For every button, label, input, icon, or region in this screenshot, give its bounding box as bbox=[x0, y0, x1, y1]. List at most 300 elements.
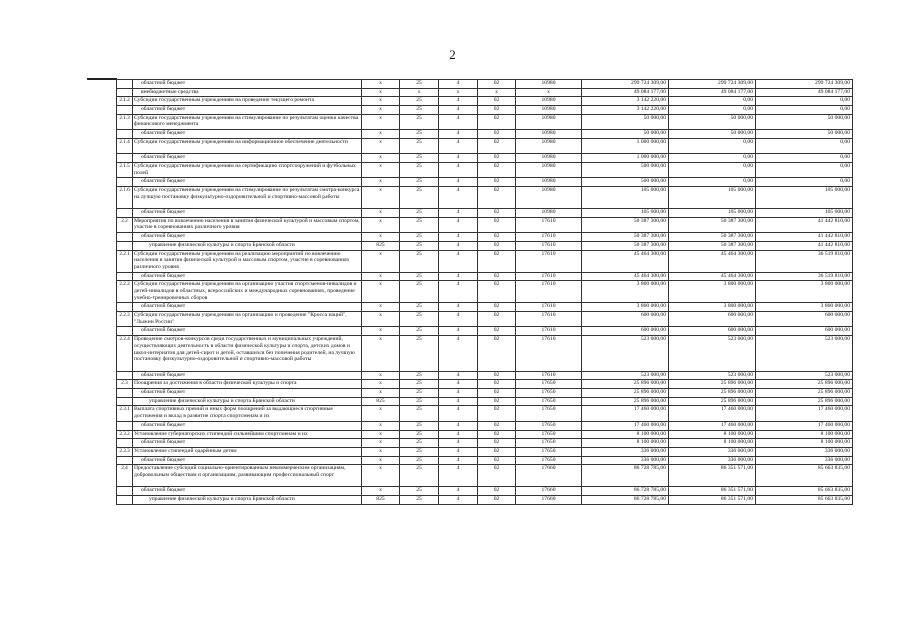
cell-expense-code: 17650 bbox=[516, 430, 582, 439]
cell-description: областной бюджет bbox=[133, 487, 362, 496]
cell-amount-year1: 8 100 000,00 bbox=[582, 439, 669, 448]
cell-item-number bbox=[117, 130, 133, 139]
cell-amount-year1: 50 387 300,00 bbox=[582, 217, 669, 232]
cell-program-code: 25 bbox=[400, 389, 439, 398]
cell-section-code: 02 bbox=[478, 389, 516, 398]
cell-program-code: 25 bbox=[400, 380, 439, 389]
cell-section-code: 02 bbox=[478, 430, 516, 439]
cell-section-code: 02 bbox=[478, 217, 516, 232]
cell-item-number bbox=[117, 209, 133, 218]
table-row bbox=[117, 250, 853, 272]
cell-description: Поощрения за достижения в области физической культуры и спорта bbox=[133, 380, 362, 389]
cell-item-number bbox=[117, 303, 133, 312]
cell-amount-year1: 336 000,00 bbox=[582, 447, 669, 456]
cell-program-code: x bbox=[400, 88, 439, 97]
cell-section-code: 02 bbox=[478, 272, 516, 281]
cell-item-number bbox=[117, 389, 133, 398]
cell-expense-code: 17610 bbox=[516, 272, 582, 281]
table-row bbox=[117, 456, 853, 465]
cell-description: областной бюджет bbox=[133, 389, 362, 398]
cell-admin-code: x bbox=[362, 233, 400, 242]
cell-item-number: 2.1.6 bbox=[117, 186, 133, 208]
cell-section-code: 02 bbox=[478, 162, 516, 177]
cell-admin-code: 825 bbox=[362, 397, 400, 406]
cell-expense-code: 17660 bbox=[516, 496, 582, 505]
table-row bbox=[117, 138, 853, 153]
cell-program-code: 25 bbox=[400, 312, 439, 327]
cell-description: областной бюджет bbox=[133, 130, 362, 139]
cell-program-code: 25 bbox=[400, 138, 439, 153]
cell-subprogram-code: 4 bbox=[439, 233, 478, 242]
cell-expense-code: 17660 bbox=[516, 487, 582, 496]
cell-amount-year1: 600 000,00 bbox=[582, 327, 669, 336]
cell-subprogram-code: 4 bbox=[439, 281, 478, 303]
cell-amount-year2: 50 387 300,00 bbox=[669, 233, 756, 242]
cell-expense-code: 17650 bbox=[516, 439, 582, 448]
cell-amount-year3: 523 000,00 bbox=[756, 371, 853, 380]
cell-admin-code: x bbox=[362, 421, 400, 430]
cell-amount-year1: 17 460 000,00 bbox=[582, 406, 669, 421]
cell-amount-year2: 49 084 177,00 bbox=[669, 88, 756, 97]
cell-amount-year3: 8 100 000,00 bbox=[756, 430, 853, 439]
cell-admin-code: x bbox=[362, 281, 400, 303]
cell-section-code: 02 bbox=[478, 138, 516, 153]
table-row bbox=[117, 397, 853, 406]
cell-amount-year1: 25 896 000,00 bbox=[582, 397, 669, 406]
cell-item-number bbox=[117, 178, 133, 187]
cell-section-code: 02 bbox=[478, 106, 516, 115]
cell-admin-code: x bbox=[362, 162, 400, 177]
cell-amount-year2: 600 000,00 bbox=[669, 327, 756, 336]
cell-amount-year3: 41 442 810,00 bbox=[756, 217, 853, 232]
cell-item-number bbox=[117, 487, 133, 496]
table-row bbox=[117, 336, 853, 372]
cell-description: Выплата спортивных премий и иных форм поощрений за выдающиеся спортивные достижения и вклад в развитие спорта спортсменам и их bbox=[133, 406, 362, 421]
cell-description: Субсидии государственным учреждениям на сертификацию спортсооружений и футбольных полей bbox=[133, 162, 362, 177]
cell-amount-year3: 0,00 bbox=[756, 97, 853, 106]
cell-description: Проведение смотров-конкурсов среди государственных и муниципальных учреждений, осуществляющих деятельность в области физической культуры и спорта, детских домов и школ-интернатов для детей-сирот и детей, оставшихся без попечения родителей, на лучшую постановку физкультурно-оздоровительной и спортивно-массовой работы bbox=[133, 336, 362, 372]
cell-program-code: 25 bbox=[400, 114, 439, 129]
cell-subprogram-code: 4 bbox=[439, 465, 478, 487]
cell-subprogram-code: 4 bbox=[439, 421, 478, 430]
cell-amount-year2: 523 000,00 bbox=[669, 336, 756, 372]
cell-amount-year1: 105 000,00 bbox=[582, 209, 669, 218]
cell-amount-year1: 50 000,00 bbox=[582, 130, 669, 139]
table-row bbox=[117, 186, 853, 208]
table-row bbox=[117, 80, 853, 89]
cell-description: внебюджетные средства bbox=[133, 88, 362, 97]
cell-expense-code: 10980 bbox=[516, 138, 582, 153]
cell-amount-year1: 3 142 220,00 bbox=[582, 106, 669, 115]
cell-amount-year1: 45 464 300,00 bbox=[582, 250, 669, 272]
cell-amount-year2: 523 000,00 bbox=[669, 371, 756, 380]
cell-amount-year3: 25 896 000,00 bbox=[756, 389, 853, 398]
cell-amount-year1: 299 724 309,00 bbox=[582, 80, 669, 89]
table-row bbox=[117, 421, 853, 430]
cell-program-code: 25 bbox=[400, 217, 439, 232]
cell-admin-code: x bbox=[362, 88, 400, 97]
cell-amount-year2: 0,00 bbox=[669, 178, 756, 187]
cell-item-number: 2.3.1 bbox=[117, 406, 133, 421]
cell-amount-year3: 336 000,00 bbox=[756, 447, 853, 456]
cell-description: Субсидии государственным учреждениям на стимулирование по результатам смотра-конкурса на лучшую постановку физкультурно-оздоровительной и спортивно-массовой работы bbox=[133, 186, 362, 208]
cell-amount-year2: 25 896 000,00 bbox=[669, 389, 756, 398]
cell-item-number: 2.1.3 bbox=[117, 114, 133, 129]
cell-amount-year3: 0,00 bbox=[756, 178, 853, 187]
cell-subprogram-code: 4 bbox=[439, 130, 478, 139]
cell-item-number bbox=[117, 241, 133, 250]
cell-amount-year2: 336 000,00 bbox=[669, 456, 756, 465]
cell-amount-year1: 86 728 785,00 bbox=[582, 496, 669, 505]
cell-subprogram-code: 4 bbox=[439, 186, 478, 208]
cell-admin-code: x bbox=[362, 250, 400, 272]
cell-admin-code: x bbox=[362, 371, 400, 380]
cell-program-code: 25 bbox=[400, 178, 439, 187]
cell-expense-code: 17610 bbox=[516, 312, 582, 327]
cell-amount-year1: 3 142 220,00 bbox=[582, 97, 669, 106]
cell-section-code: 02 bbox=[478, 303, 516, 312]
cell-amount-year3: 0,00 bbox=[756, 106, 853, 115]
cell-section-code: 02 bbox=[478, 487, 516, 496]
cell-expense-code: 17610 bbox=[516, 327, 582, 336]
cell-item-number bbox=[117, 456, 133, 465]
cell-program-code: 25 bbox=[400, 303, 439, 312]
cell-amount-year1: 336 000,00 bbox=[582, 456, 669, 465]
cell-admin-code: x bbox=[362, 303, 400, 312]
cell-amount-year1: 1 000 000,00 bbox=[582, 154, 669, 163]
cell-amount-year2: 8 100 000,00 bbox=[669, 439, 756, 448]
cell-program-code: 25 bbox=[400, 130, 439, 139]
cell-subprogram-code: 4 bbox=[439, 327, 478, 336]
cell-amount-year2: 336 000,00 bbox=[669, 447, 756, 456]
cell-amount-year3: 49 084 177,00 bbox=[756, 88, 853, 97]
cell-section-code: 02 bbox=[478, 406, 516, 421]
cell-description: Субсидии государственным учреждениям на проведение текущего ремонта bbox=[133, 97, 362, 106]
cell-subprogram-code: 4 bbox=[439, 487, 478, 496]
table-row bbox=[117, 217, 853, 232]
cell-section-code: 02 bbox=[478, 97, 516, 106]
cell-item-number: 2.2.4 bbox=[117, 336, 133, 372]
cell-admin-code: x bbox=[362, 447, 400, 456]
table-top-rule bbox=[87, 78, 117, 80]
table-row bbox=[117, 303, 853, 312]
cell-amount-year3: 41 442 810,00 bbox=[756, 233, 853, 242]
cell-expense-code: 17610 bbox=[516, 250, 582, 272]
cell-admin-code: x bbox=[362, 465, 400, 487]
cell-description: Субсидии государственным учреждениям на стимулирование по результатам оценки качества финансового менеджмента bbox=[133, 114, 362, 129]
cell-amount-year3: 50 000,00 bbox=[756, 114, 853, 129]
cell-section-code: x bbox=[478, 88, 516, 97]
cell-program-code: 25 bbox=[400, 97, 439, 106]
cell-amount-year1: 523 000,00 bbox=[582, 371, 669, 380]
cell-expense-code: 17610 bbox=[516, 281, 582, 303]
cell-admin-code: x bbox=[362, 106, 400, 115]
cell-program-code: 25 bbox=[400, 272, 439, 281]
cell-item-number: 2.2 bbox=[117, 217, 133, 232]
cell-item-number: 2.4 bbox=[117, 465, 133, 487]
cell-amount-year2: 0,00 bbox=[669, 97, 756, 106]
cell-amount-year3: 36 519 810,00 bbox=[756, 250, 853, 272]
cell-program-code: 25 bbox=[400, 281, 439, 303]
cell-program-code: 25 bbox=[400, 406, 439, 421]
cell-program-code: 25 bbox=[400, 80, 439, 89]
table-row bbox=[117, 496, 853, 505]
cell-amount-year1: 600 000,00 bbox=[582, 312, 669, 327]
cell-expense-code: 17610 bbox=[516, 303, 582, 312]
cell-subprogram-code: 4 bbox=[439, 162, 478, 177]
cell-amount-year1: 500 000,00 bbox=[582, 162, 669, 177]
cell-amount-year1: 25 896 000,00 bbox=[582, 389, 669, 398]
cell-amount-year1: 86 728 785,00 bbox=[582, 487, 669, 496]
cell-subprogram-code: 4 bbox=[439, 80, 478, 89]
cell-amount-year2: 0,00 bbox=[669, 106, 756, 115]
cell-description: управление физической культуры и спорта Брянской области bbox=[133, 241, 362, 250]
cell-admin-code: x bbox=[362, 186, 400, 208]
cell-section-code: 02 bbox=[478, 233, 516, 242]
cell-amount-year3: 17 460 000,00 bbox=[756, 406, 853, 421]
cell-expense-code: 17650 bbox=[516, 456, 582, 465]
cell-description: Установление стипендий одарённым детям bbox=[133, 447, 362, 456]
cell-amount-year3: 105 000,00 bbox=[756, 186, 853, 208]
cell-amount-year2: 86 351 571,00 bbox=[669, 465, 756, 487]
table-row bbox=[117, 487, 853, 496]
table-row bbox=[117, 114, 853, 129]
cell-amount-year3: 85 663 835,00 bbox=[756, 487, 853, 496]
budget-table bbox=[116, 79, 853, 505]
cell-expense-code: 10980 bbox=[516, 80, 582, 89]
table-row bbox=[117, 130, 853, 139]
cell-amount-year3: 3 800 000,00 bbox=[756, 303, 853, 312]
cell-subprogram-code: 4 bbox=[439, 250, 478, 272]
cell-section-code: 02 bbox=[478, 336, 516, 372]
cell-subprogram-code: 4 bbox=[439, 114, 478, 129]
cell-item-number bbox=[117, 327, 133, 336]
cell-program-code: 25 bbox=[400, 421, 439, 430]
cell-expense-code: 10980 bbox=[516, 130, 582, 139]
cell-expense-code: 10980 bbox=[516, 106, 582, 115]
page-number: 2 bbox=[449, 47, 456, 62]
cell-admin-code: x bbox=[362, 312, 400, 327]
cell-description: областной бюджет bbox=[133, 327, 362, 336]
cell-amount-year2: 3 800 000,00 bbox=[669, 281, 756, 303]
cell-program-code: 25 bbox=[400, 327, 439, 336]
table-row bbox=[117, 88, 853, 97]
cell-program-code: 25 bbox=[400, 447, 439, 456]
cell-section-code: 02 bbox=[478, 327, 516, 336]
cell-description: областной бюджет bbox=[133, 421, 362, 430]
table-row bbox=[117, 327, 853, 336]
cell-expense-code: 17650 bbox=[516, 389, 582, 398]
cell-amount-year3: 0,00 bbox=[756, 154, 853, 163]
cell-section-code: 02 bbox=[478, 250, 516, 272]
cell-amount-year3: 36 519 810,00 bbox=[756, 272, 853, 281]
cell-amount-year2: 0,00 bbox=[669, 162, 756, 177]
cell-program-code: 25 bbox=[400, 209, 439, 218]
table-row bbox=[117, 272, 853, 281]
cell-amount-year3: 299 724 309,00 bbox=[756, 80, 853, 89]
cell-amount-year3: 8 100 000,00 bbox=[756, 439, 853, 448]
cell-expense-code: 10980 bbox=[516, 114, 582, 129]
cell-program-code: 25 bbox=[400, 154, 439, 163]
cell-program-code: 25 bbox=[400, 241, 439, 250]
cell-description: Субсидии государственным учреждениям на информационное обеспечение деятельности bbox=[133, 138, 362, 153]
cell-expense-code: 10980 bbox=[516, 97, 582, 106]
cell-amount-year2: 50 387 300,00 bbox=[669, 217, 756, 232]
cell-item-number: 2.1.2 bbox=[117, 97, 133, 106]
table-row bbox=[117, 430, 853, 439]
cell-subprogram-code: 4 bbox=[439, 303, 478, 312]
cell-expense-code: 17610 bbox=[516, 371, 582, 380]
cell-admin-code: x bbox=[362, 178, 400, 187]
table-row bbox=[117, 312, 853, 327]
table-row bbox=[117, 389, 853, 398]
cell-amount-year2: 0,00 bbox=[669, 138, 756, 153]
cell-amount-year1: 105 000,00 bbox=[582, 186, 669, 208]
cell-amount-year2: 45 464 300,00 bbox=[669, 272, 756, 281]
cell-program-code: 25 bbox=[400, 465, 439, 487]
cell-amount-year1: 49 084 177,00 bbox=[582, 88, 669, 97]
cell-subprogram-code: 4 bbox=[439, 439, 478, 448]
cell-expense-code: 10980 bbox=[516, 186, 582, 208]
cell-amount-year2: 25 896 000,00 bbox=[669, 380, 756, 389]
cell-section-code: 02 bbox=[478, 371, 516, 380]
cell-amount-year3: 3 800 000,00 bbox=[756, 281, 853, 303]
cell-amount-year2: 50 000,00 bbox=[669, 114, 756, 129]
cell-description: областной бюджет bbox=[133, 80, 362, 89]
cell-program-code: 25 bbox=[400, 456, 439, 465]
cell-item-number: 2.1.4 bbox=[117, 138, 133, 153]
cell-admin-code: x bbox=[362, 327, 400, 336]
cell-amount-year1: 523 000,00 bbox=[582, 336, 669, 372]
cell-section-code: 02 bbox=[478, 496, 516, 505]
cell-amount-year1: 500 000,00 bbox=[582, 178, 669, 187]
cell-item-number bbox=[117, 88, 133, 97]
cell-description: областной бюджет bbox=[133, 303, 362, 312]
cell-admin-code: x bbox=[362, 336, 400, 372]
table-row bbox=[117, 406, 853, 421]
cell-program-code: 25 bbox=[400, 487, 439, 496]
cell-expense-code: 17660 bbox=[516, 465, 582, 487]
cell-admin-code: x bbox=[362, 272, 400, 281]
cell-subprogram-code: x bbox=[439, 88, 478, 97]
cell-amount-year2: 105 000,00 bbox=[669, 186, 756, 208]
cell-item-number bbox=[117, 496, 133, 505]
cell-item-number: 2.3.3 bbox=[117, 447, 133, 456]
cell-program-code: 25 bbox=[400, 439, 439, 448]
cell-amount-year3: 336 000,00 bbox=[756, 456, 853, 465]
cell-amount-year2: 25 896 000,00 bbox=[669, 397, 756, 406]
cell-item-number: 2.2.1 bbox=[117, 250, 133, 272]
table-row bbox=[117, 97, 853, 106]
cell-amount-year1: 25 896 000,00 bbox=[582, 380, 669, 389]
cell-amount-year2: 105 000,00 bbox=[669, 209, 756, 218]
cell-admin-code: x bbox=[362, 439, 400, 448]
cell-description: областной бюджет bbox=[133, 106, 362, 115]
cell-section-code: 02 bbox=[478, 186, 516, 208]
cell-subprogram-code: 4 bbox=[439, 97, 478, 106]
cell-subprogram-code: 4 bbox=[439, 138, 478, 153]
cell-subprogram-code: 4 bbox=[439, 178, 478, 187]
cell-section-code: 02 bbox=[478, 397, 516, 406]
table-row bbox=[117, 380, 853, 389]
table-row bbox=[117, 209, 853, 218]
cell-description: управление физической культуры и спорта Брянской области bbox=[133, 496, 362, 505]
cell-amount-year3: 0,00 bbox=[756, 162, 853, 177]
cell-section-code: 02 bbox=[478, 178, 516, 187]
cell-section-code: 02 bbox=[478, 241, 516, 250]
cell-expense-code: 17650 bbox=[516, 421, 582, 430]
cell-section-code: 02 bbox=[478, 465, 516, 487]
cell-subprogram-code: 4 bbox=[439, 209, 478, 218]
cell-section-code: 02 bbox=[478, 380, 516, 389]
cell-subprogram-code: 4 bbox=[439, 406, 478, 421]
cell-amount-year2: 3 800 000,00 bbox=[669, 303, 756, 312]
cell-program-code: 25 bbox=[400, 430, 439, 439]
cell-subprogram-code: 4 bbox=[439, 447, 478, 456]
cell-item-number bbox=[117, 233, 133, 242]
cell-amount-year3: 600 000,00 bbox=[756, 327, 853, 336]
cell-item-number bbox=[117, 106, 133, 115]
cell-subprogram-code: 4 bbox=[439, 272, 478, 281]
table-row bbox=[117, 281, 853, 303]
cell-program-code: 25 bbox=[400, 162, 439, 177]
cell-amount-year1: 8 100 000,00 bbox=[582, 430, 669, 439]
cell-amount-year1: 1 000 000,00 bbox=[582, 138, 669, 153]
cell-admin-code: x bbox=[362, 209, 400, 218]
cell-amount-year3: 105 000,00 bbox=[756, 209, 853, 218]
cell-subprogram-code: 4 bbox=[439, 496, 478, 505]
cell-expense-code: 10980 bbox=[516, 154, 582, 163]
cell-amount-year2: 299 724 309,00 bbox=[669, 80, 756, 89]
cell-program-code: 25 bbox=[400, 233, 439, 242]
cell-amount-year1: 86 728 785,00 bbox=[582, 465, 669, 487]
cell-subprogram-code: 4 bbox=[439, 106, 478, 115]
cell-admin-code: x bbox=[362, 80, 400, 89]
cell-amount-year3: 50 000,00 bbox=[756, 130, 853, 139]
cell-description: областной бюджет bbox=[133, 209, 362, 218]
cell-subprogram-code: 4 bbox=[439, 430, 478, 439]
cell-admin-code: x bbox=[362, 406, 400, 421]
cell-amount-year2: 86 351 571,00 bbox=[669, 487, 756, 496]
cell-subprogram-code: 4 bbox=[439, 241, 478, 250]
cell-amount-year1: 3 800 000,00 bbox=[582, 303, 669, 312]
cell-section-code: 02 bbox=[478, 421, 516, 430]
cell-item-number bbox=[117, 421, 133, 430]
cell-section-code: 02 bbox=[478, 312, 516, 327]
cell-subprogram-code: 4 bbox=[439, 389, 478, 398]
cell-admin-code: 825 bbox=[362, 241, 400, 250]
cell-description: областной бюджет bbox=[133, 154, 362, 163]
cell-section-code: 02 bbox=[478, 456, 516, 465]
cell-amount-year3: 17 460 000,00 bbox=[756, 421, 853, 430]
cell-item-number: 2.3 bbox=[117, 380, 133, 389]
cell-admin-code: 825 bbox=[362, 496, 400, 505]
cell-admin-code: x bbox=[362, 456, 400, 465]
cell-subprogram-code: 4 bbox=[439, 217, 478, 232]
cell-item-number: 2.3.2 bbox=[117, 430, 133, 439]
cell-section-code: 02 bbox=[478, 114, 516, 129]
cell-subprogram-code: 4 bbox=[439, 456, 478, 465]
cell-program-code: 25 bbox=[400, 397, 439, 406]
cell-expense-code: 17650 bbox=[516, 406, 582, 421]
cell-section-code: 02 bbox=[478, 130, 516, 139]
cell-expense-code: 17610 bbox=[516, 336, 582, 372]
cell-amount-year3: 523 000,00 bbox=[756, 336, 853, 372]
cell-subprogram-code: 4 bbox=[439, 154, 478, 163]
cell-amount-year3: 85 663 835,00 bbox=[756, 496, 853, 505]
cell-item-number bbox=[117, 439, 133, 448]
cell-amount-year1: 3 800 000,00 bbox=[582, 281, 669, 303]
